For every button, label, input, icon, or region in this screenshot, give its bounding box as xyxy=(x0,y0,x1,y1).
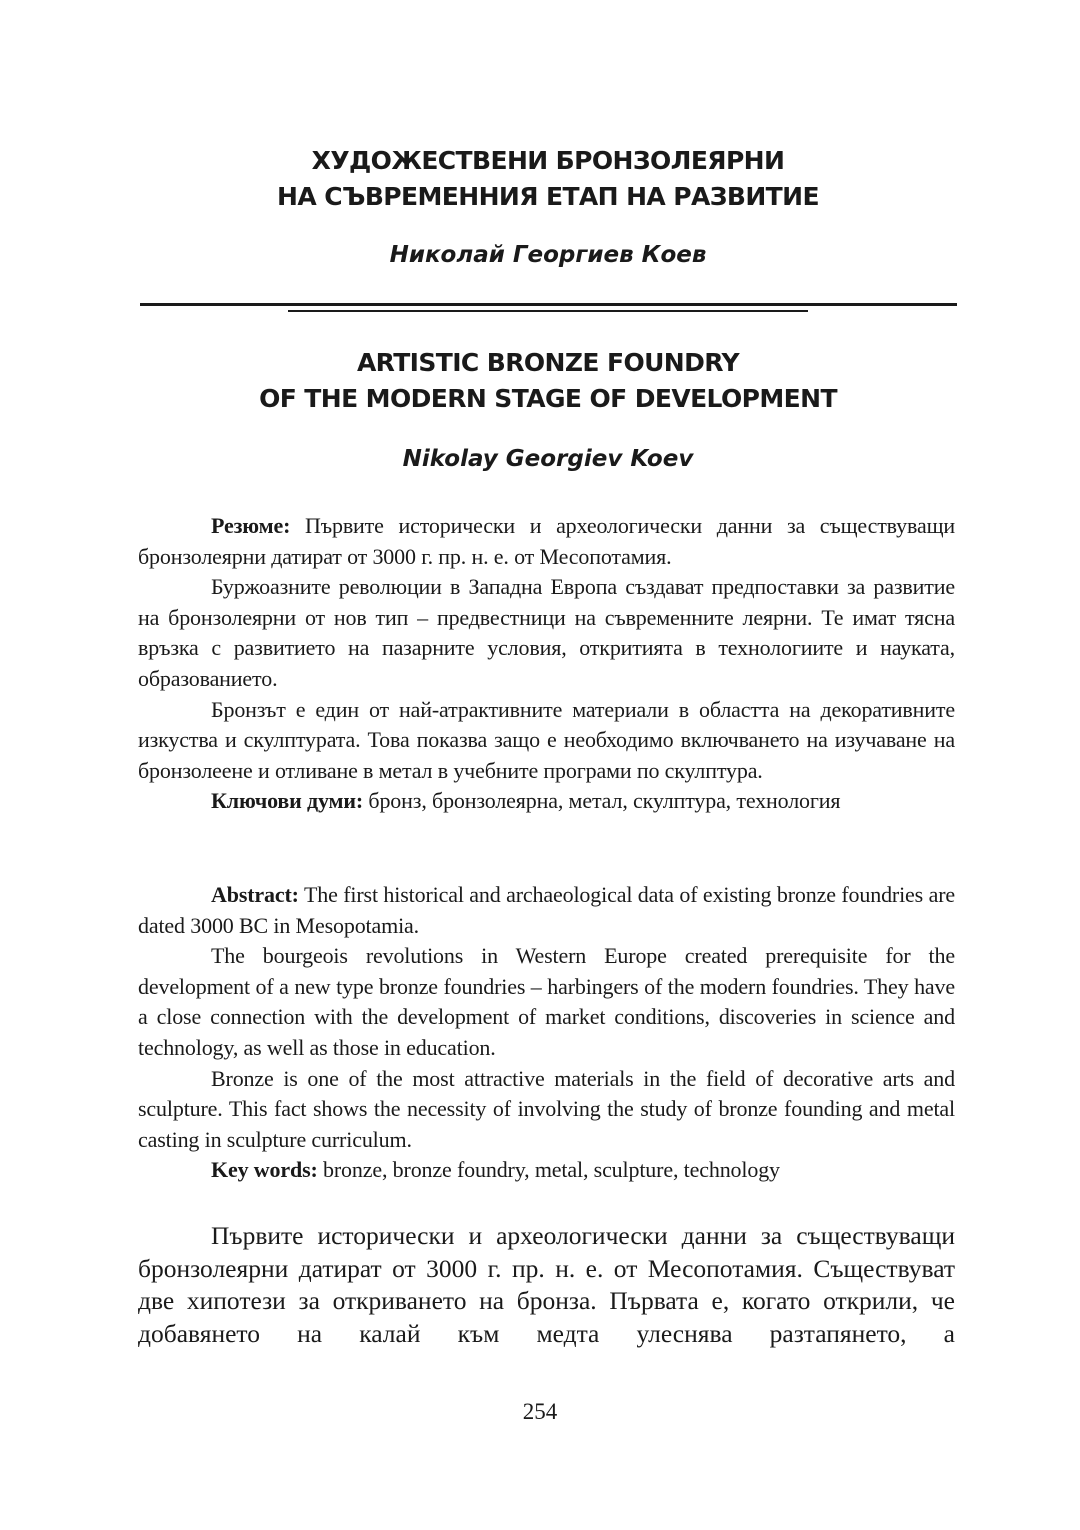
resume-keywords xyxy=(138,786,955,817)
title-english-line-2: OF THE MODERN STAGE OF DEVELOPMENT xyxy=(259,384,837,413)
page-number: 254 xyxy=(522,1399,558,1424)
abstract-keywords-text: bronze, bronze foundry, metal, sculpture, technology xyxy=(317,1157,780,1183)
author-english: Nikolay Georgiev Koev xyxy=(402,446,694,472)
abstract-keywords-label: Key words: xyxy=(211,1157,318,1183)
main-text-paragraph-1: Първите исторически и археологически данни за съществуващи бронзолеярни датират от 3000 г. пр. н. е. от Месопотамия. Съществуват две хипотези за откриването на бронза. Първата е, когато открили, че добавянето на калай към медта улеснява разтапянето, а xyxy=(138,1221,955,1348)
title-bulgarian-line-1: ХУДОЖЕСТВЕНИ БРОНЗОЛЕЯРНИ xyxy=(311,146,785,175)
resume-text-1: Първите исторически и археологически данни за съществуващи бронзолеярни датират от 3000 г. пр. н. е. от Месопотамия. xyxy=(138,513,955,569)
resume-paragraph-2: Буржоазните революции в Западна Европа създават предпоставки за развитие на бронзолеярни от нов тип – предвестници на съвременните леярни. Те имат тясна връзка с развитието на пазарните условия, откритията в технологиите и науката, образованието. xyxy=(138,574,955,691)
resume-section xyxy=(138,511,955,817)
abstract-label: Abstract: xyxy=(211,882,299,907)
abstract-paragraph-1 xyxy=(138,880,955,941)
title-english-line-1: ARTISTIC BRONZE FOUNDRY xyxy=(356,348,740,377)
title-english xyxy=(140,345,956,417)
resume-paragraph-3: Бронзът е един от най-атрактивните материали в областта на декоративните изкуства и скулптурата. Това показва защо е необходимо включването на изучаване на бронзолеене и отливане в метал в учебните програми по скулптура. xyxy=(138,696,955,783)
abstract-paragraph-2: The bourgeois revolutions in Western Europe created prerequisite for the development of a new type bronze foundries – harbingers of the modern foundries. They have a close connection with the development of market conditions, discoveries in science and technology, as well as those in education. xyxy=(138,943,955,1060)
abstract-section xyxy=(138,880,955,1186)
resume-keywords-label: Ключови думи: xyxy=(211,788,364,814)
abstract-text-1: The first historical and archaeological data of existing bronze foundries are dated 3000 BC in Mesopotamia. xyxy=(138,882,955,938)
title-bulgarian xyxy=(140,143,956,215)
title-bulgarian-line-2: НА СЪВРЕМЕННИЯ ЕТАП НА РАЗВИТИЕ xyxy=(277,182,819,211)
main-text-section xyxy=(138,1220,955,1350)
resume-paragraph-1 xyxy=(138,511,955,572)
abstract-paragraph-3: Bronze is one of the most attractive materials in the field of decorative arts and sculpture. This fact shows the necessity of involving the study of bronze founding and metal casting in sculpture curriculum. xyxy=(138,1065,955,1152)
abstract-keywords xyxy=(138,1155,955,1186)
resume-keywords-text: бронз, бронзолеярна, метал, скулптура, технология xyxy=(363,788,841,814)
resume-label: Резюме: xyxy=(211,513,291,538)
separator-rule-long xyxy=(140,303,957,306)
author-bulgarian: Николай Георгиев Коев xyxy=(389,242,707,268)
separator-rule-short xyxy=(288,310,808,312)
